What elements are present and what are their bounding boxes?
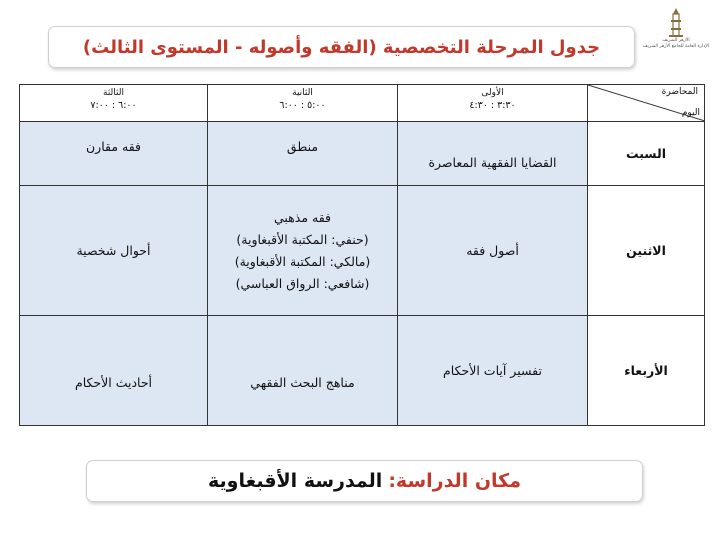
cell-line: فقه مذهبي: [273, 209, 331, 225]
period-name: الثانية: [292, 88, 313, 98]
period-name: الثالثة: [103, 88, 124, 98]
azhar-logo: [636, 8, 716, 66]
table-row-saturday: [20, 122, 705, 186]
day-monday: الاثنين: [588, 186, 705, 316]
cell-line: (مالكي: المكتبة الأقبغاوية): [234, 253, 371, 269]
location-value: المدرسة الأقبغاوية: [208, 470, 383, 492]
period-header-2: [208, 85, 398, 122]
location-label: مكان الدراسة:: [388, 470, 521, 492]
period-header-1: [398, 85, 588, 122]
table-row-wednesday: [20, 316, 705, 426]
cell-sat-1: القضايا الفقهية المعاصرة: [398, 122, 588, 186]
logo-caption-1: الأزهر الشريف: [662, 38, 690, 43]
schedule-table: [19, 84, 705, 426]
cell-line: (حنفي: المكتبة الأقبغاوية): [236, 231, 369, 247]
period-time: ٦:٠٠ : ٧:٠٠: [90, 100, 137, 111]
corner-lecture-label: المحاضرة: [661, 87, 698, 97]
period-name: الأولى: [481, 88, 504, 98]
corner-cell: [588, 85, 705, 122]
cell-wed-3: أحاديث الأحكام: [20, 316, 208, 426]
location-banner: [86, 460, 643, 502]
cell-mon-2: [208, 186, 398, 316]
logo-caption-2: الإدارة العامة للجامع الأزهر الشريف: [642, 44, 710, 49]
period-time: ٥:٠٠ : ٦:٠٠: [279, 100, 326, 111]
day-wednesday: الأربعاء: [588, 316, 705, 426]
page-title: جدول المرحلة التخصصية (الفقه وأصوله - المستوى الثالث): [82, 36, 601, 58]
cell-mon-3: أحوال شخصية: [20, 186, 208, 316]
day-saturday: السبت: [588, 122, 705, 186]
cell-wed-1: تفسير آيات الأحكام: [398, 316, 588, 426]
period-time: ٣:٣٠ : ٤:٣٠: [469, 100, 516, 111]
title-banner: [48, 26, 635, 68]
table-row-monday: [20, 186, 705, 316]
header-row: [20, 85, 705, 122]
cell-mon-1: أصول فقه: [398, 186, 588, 316]
cell-line: (شافعي: الرواق العباسي): [235, 275, 370, 291]
cell-sat-3: فقه مقارن: [20, 122, 208, 186]
corner-day-label: اليوم: [681, 108, 700, 118]
minaret-icon: [666, 8, 686, 38]
period-header-3: [20, 85, 208, 122]
cell-sat-2: منطق: [208, 122, 398, 186]
cell-wed-2: مناهج البحث الفقهي: [208, 316, 398, 426]
